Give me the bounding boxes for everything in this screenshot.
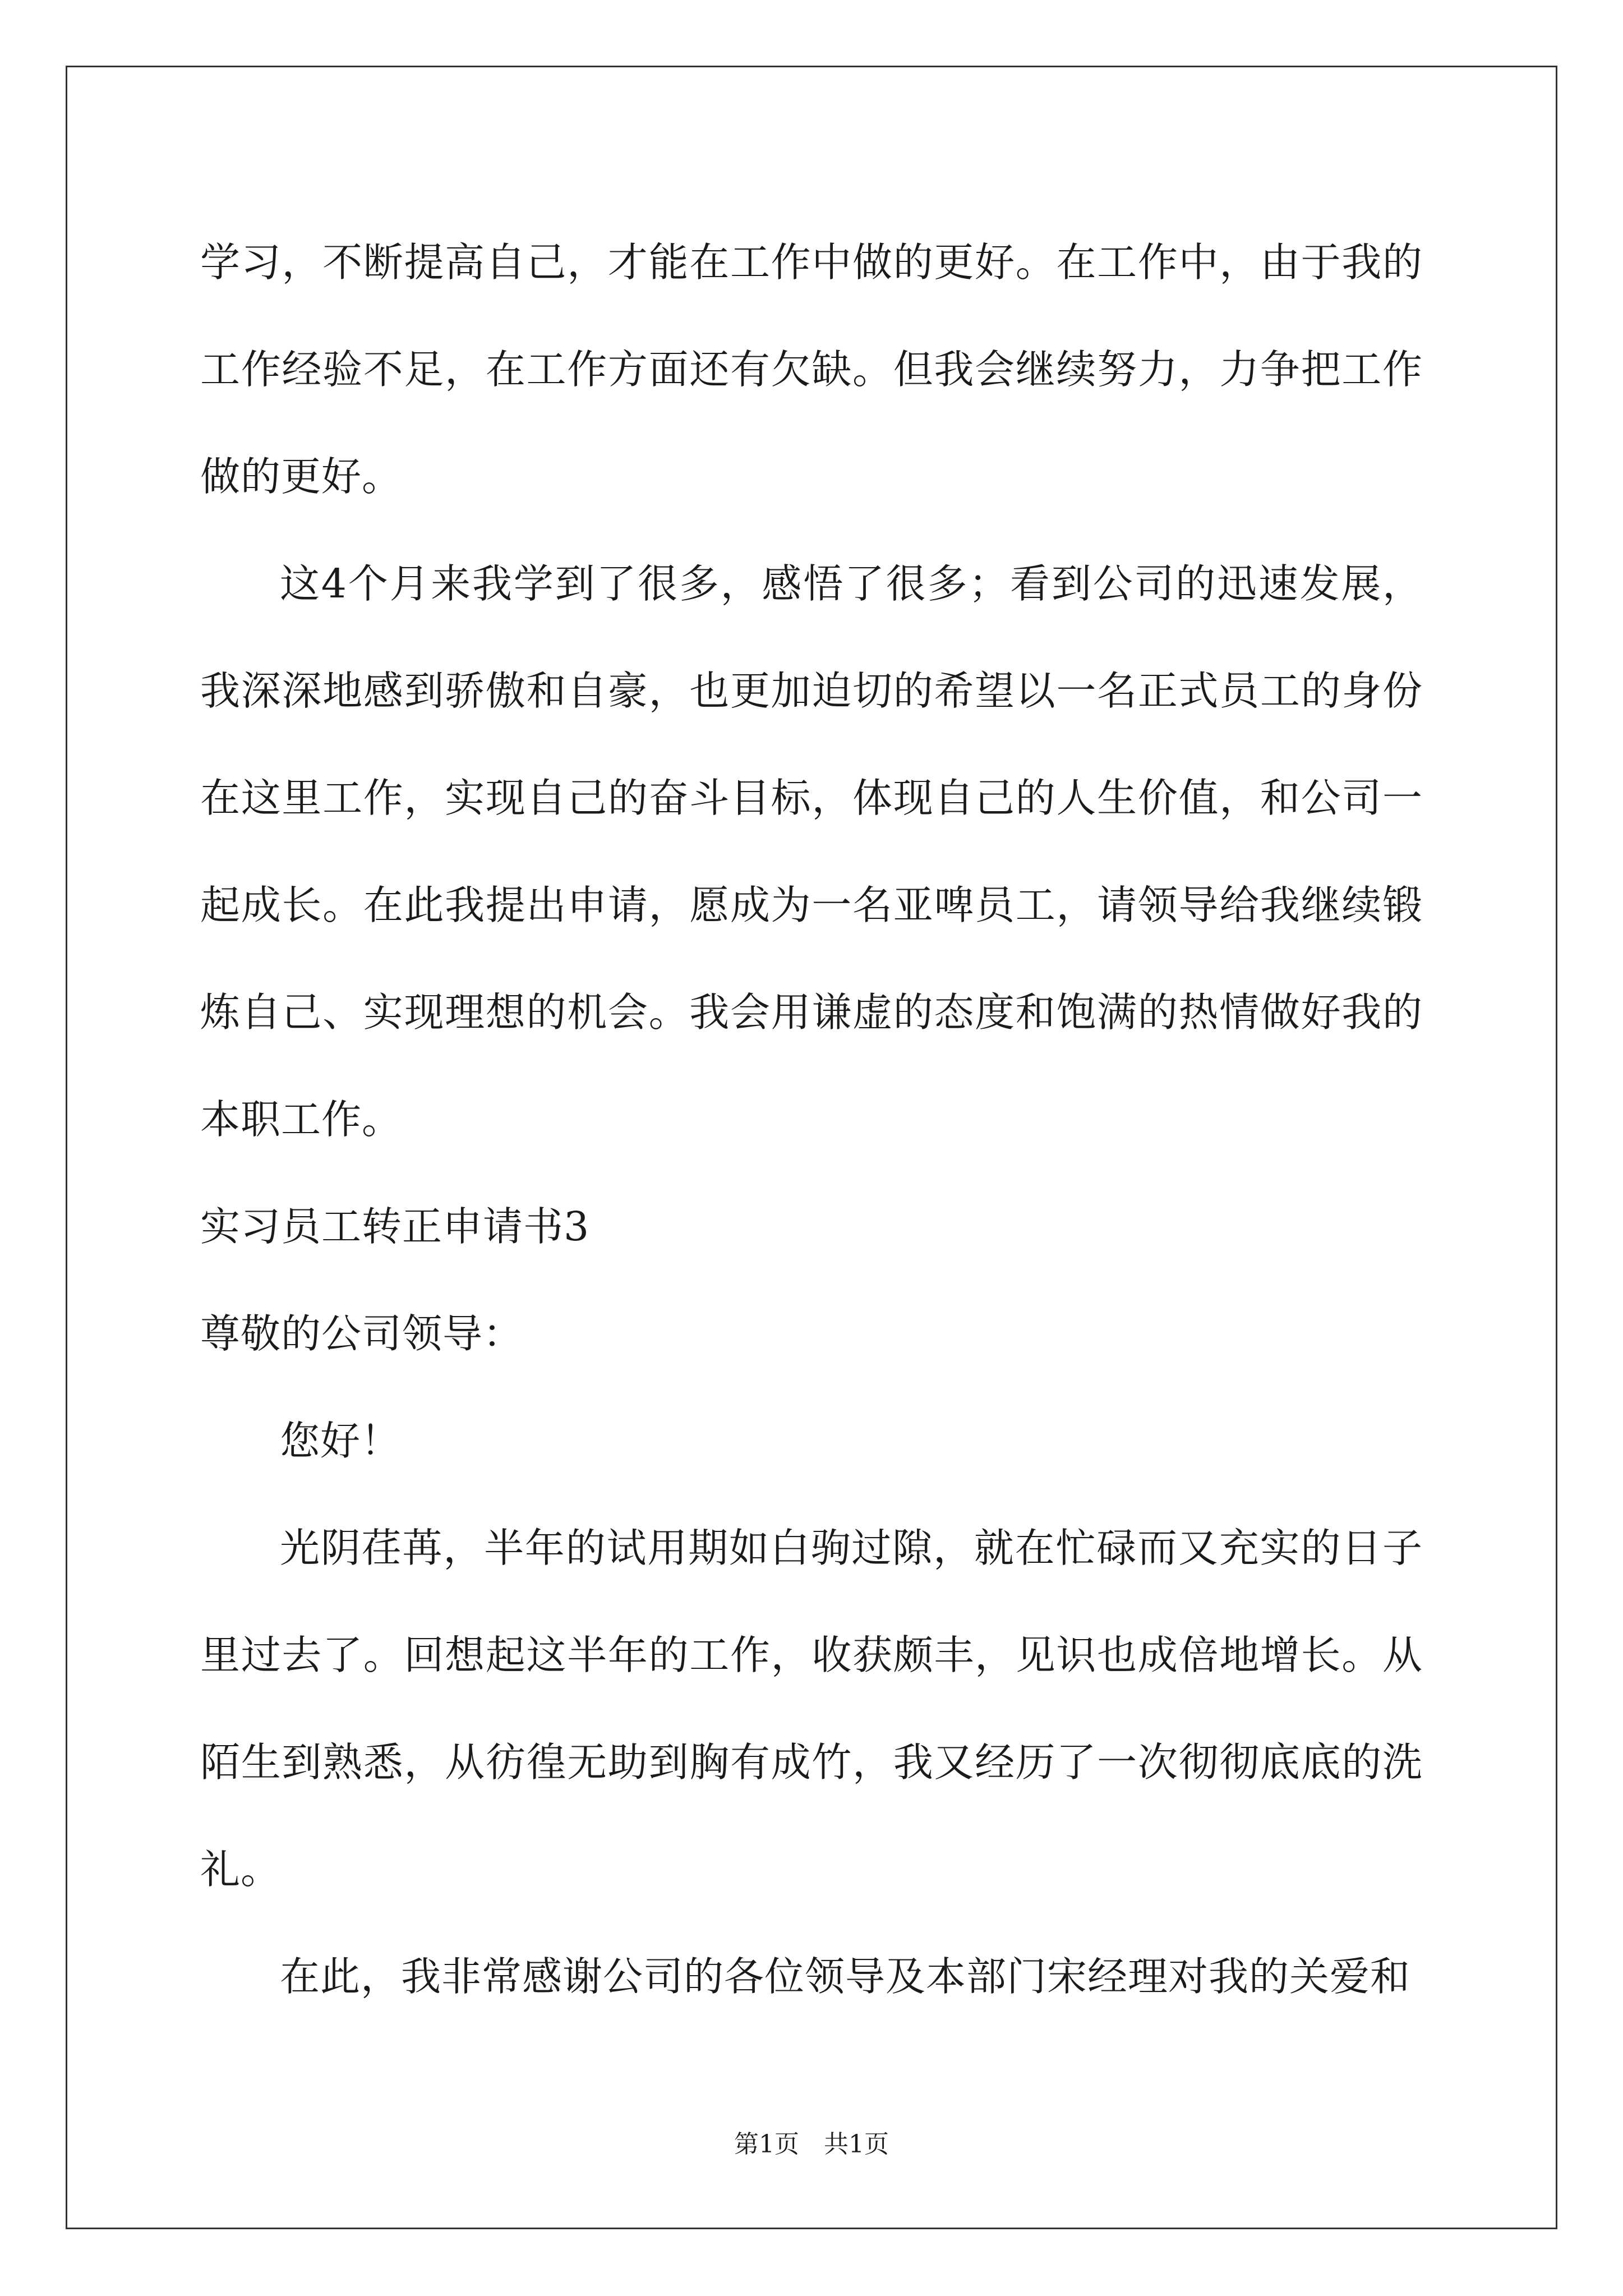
- document-body: [200, 209, 1423, 2030]
- salutation: 尊敬的公司领导：: [200, 1310, 524, 1357]
- section-title: 实习员工转正申请书3: [200, 1203, 590, 1250]
- paragraph-thanks: 在此，我非常感谢公司的各位领导及本部门宋经理对我的关爱和: [280, 1953, 1411, 2000]
- page-number-footer: 第1页 共1页: [734, 2130, 889, 2159]
- paragraph-four-months: 这4个月来我学到了很多，感悟了很多；看到公司的迅速发展，我深深地感到骄傲和自豪，也更加迫切的希望以一名正式员工的身份在这里工作，实现自己的奋斗目标，体现自己的人生价值，和公司一起成长。在此我提出申请，愿成为一名亚啤员工，请领导给我继续锻炼自己、实现理想的机会。我会用谦虚的态度和饱满的热情做好我的本职工作。: [200, 560, 1423, 1143]
- paragraph-continuation: 学习，不断提高自己，才能在工作中做的更好。在工作中，由于我的工作经验不足，在工作方面还有欠缺。但我会继续努力，力争把工作做的更好。: [200, 239, 1423, 500]
- greeting: 您好！: [280, 1418, 402, 1464]
- paragraph-time-flies: 光阴荏苒，半年的试用期如白驹过隙，就在忙碌而又充实的日子里过去了。回想起这半年的工作，收获颇丰，见识也成倍地增长。从陌生到熟悉，从彷徨无助到胸有成竹，我又经历了一次彻彻底底的洗礼。: [200, 1525, 1423, 1893]
